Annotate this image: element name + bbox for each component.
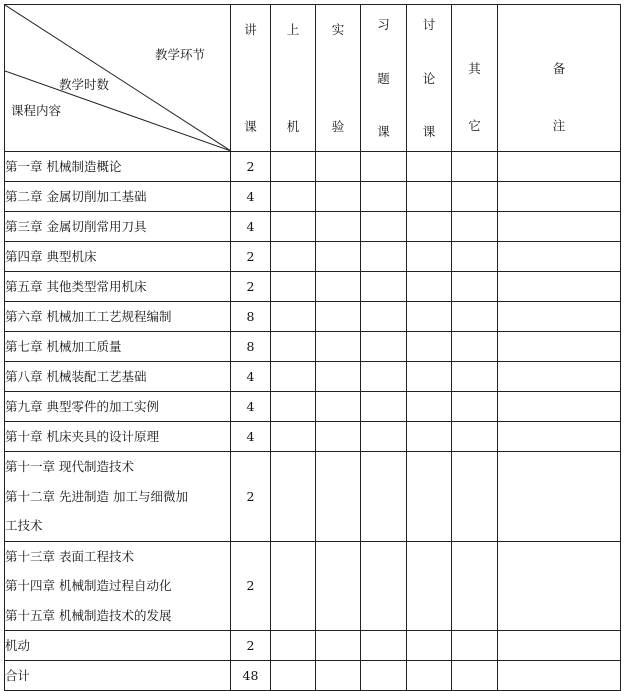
empty-cell: [361, 661, 407, 691]
empty-cell: [407, 362, 452, 392]
empty-cell: [271, 392, 316, 422]
empty-cell: [407, 392, 452, 422]
chapter-line: 第十一章 现代制造技术: [5, 459, 134, 474]
lecture-hours-cell: 2: [231, 541, 271, 631]
chapter-name-cell: 第十章 机床夹具的设计原理: [5, 422, 231, 452]
lecture-hours-cell: 8: [231, 302, 271, 332]
empty-cell: [407, 422, 452, 452]
empty-cell: [316, 422, 361, 452]
diag-label-teaching-hours: 教学时数: [59, 77, 110, 92]
empty-cell: [271, 631, 316, 661]
empty-cell: [407, 541, 452, 631]
col-header-char: 习: [377, 17, 390, 32]
col-header-char: 课: [244, 119, 257, 134]
col-header-char: 注: [552, 118, 566, 133]
empty-cell: [361, 452, 407, 542]
empty-cell: [316, 452, 361, 542]
empty-cell: [316, 242, 361, 272]
table-row: [5, 152, 621, 182]
chapter-name-cell: 第八章 机械装配工艺基础: [5, 362, 231, 392]
lecture-hours-cell: 48: [231, 661, 271, 691]
empty-cell: [452, 272, 498, 302]
empty-cell: [316, 541, 361, 631]
empty-cell: [407, 631, 452, 661]
empty-cell: [452, 242, 498, 272]
table-row: [5, 272, 621, 302]
empty-cell: [407, 332, 452, 362]
col-header-discussion: [407, 5, 452, 152]
empty-cell: [316, 302, 361, 332]
col-header-char: 实: [331, 22, 345, 37]
lecture-hours-cell: 2: [231, 452, 271, 542]
empty-cell: [316, 332, 361, 362]
empty-cell: [271, 332, 316, 362]
col-header-char: 其: [468, 61, 481, 76]
empty-cell: [271, 182, 316, 212]
empty-cell: [498, 152, 621, 182]
table-row: [5, 661, 621, 691]
table-row: [5, 392, 621, 422]
col-header-experiment: [316, 5, 361, 152]
chapter-group-cell: [5, 541, 231, 631]
table-row: [5, 302, 621, 332]
empty-cell: [316, 152, 361, 182]
col-header-lab-computer: [271, 5, 316, 152]
empty-cell: [271, 541, 316, 631]
col-header-char: 验: [331, 119, 345, 134]
empty-cell: [361, 541, 407, 631]
empty-cell: [361, 182, 407, 212]
col-header-char: 上: [286, 22, 300, 37]
empty-cell: [407, 272, 452, 302]
empty-cell: [271, 302, 316, 332]
empty-cell: [407, 452, 452, 542]
chapter-name-cell: 第一章 机械制造概论: [5, 152, 231, 182]
empty-cell: [498, 332, 621, 362]
empty-cell: [452, 212, 498, 242]
table-row: [5, 212, 621, 242]
empty-cell: [271, 661, 316, 691]
col-header-char: 机: [286, 119, 300, 134]
empty-cell: [498, 212, 621, 242]
empty-cell: [452, 332, 498, 362]
table-row: [5, 362, 621, 392]
chapter-name-cell: 第四章 典型机床: [5, 242, 231, 272]
empty-cell: [361, 332, 407, 362]
chapter-name-cell: 机动: [5, 631, 231, 661]
empty-cell: [452, 392, 498, 422]
empty-cell: [271, 212, 316, 242]
chapter-line: 工技术: [5, 518, 43, 533]
empty-cell: [316, 362, 361, 392]
empty-cell: [271, 152, 316, 182]
col-header-remarks: [498, 5, 621, 152]
empty-cell: [452, 302, 498, 332]
empty-cell: [361, 302, 407, 332]
col-header-char: 它: [468, 118, 481, 133]
empty-cell: [316, 272, 361, 302]
empty-cell: [452, 661, 498, 691]
empty-cell: [361, 422, 407, 452]
empty-cell: [361, 242, 407, 272]
col-header-other: [452, 5, 498, 152]
empty-cell: [316, 182, 361, 212]
col-header-lecture: [231, 5, 271, 152]
diagonal-header-cell: [5, 5, 231, 152]
empty-cell: [498, 272, 621, 302]
chapter-name-cell: 第五章 其他类型常用机床: [5, 272, 231, 302]
empty-cell: [271, 422, 316, 452]
empty-cell: [361, 362, 407, 392]
empty-cell: [407, 152, 452, 182]
empty-cell: [316, 392, 361, 422]
empty-cell: [498, 661, 621, 691]
empty-cell: [452, 541, 498, 631]
empty-cell: [271, 452, 316, 542]
empty-cell: [361, 212, 407, 242]
empty-cell: [316, 212, 361, 242]
empty-cell: [498, 182, 621, 212]
table-row: [5, 452, 621, 542]
empty-cell: [316, 661, 361, 691]
empty-cell: [271, 272, 316, 302]
empty-cell: [316, 631, 361, 661]
empty-cell: [407, 212, 452, 242]
empty-cell: [452, 182, 498, 212]
empty-cell: [498, 631, 621, 661]
table-row: [5, 242, 621, 272]
empty-cell: [407, 302, 452, 332]
col-header-char: 备: [552, 61, 566, 76]
chapter-name-cell: 第七章 机械加工质量: [5, 332, 231, 362]
chapter-name-cell: 第六章 机械加工工艺规程编制: [5, 302, 231, 332]
course-hours-table: [4, 4, 621, 691]
lecture-hours-cell: 2: [231, 631, 271, 661]
lecture-hours-cell: 4: [231, 182, 271, 212]
empty-cell: [361, 272, 407, 302]
empty-cell: [361, 631, 407, 661]
empty-cell: [498, 392, 621, 422]
empty-cell: [407, 661, 452, 691]
lecture-hours-cell: 2: [231, 242, 271, 272]
chapter-name-cell: 第三章 金属切削常用刀具: [5, 212, 231, 242]
lecture-hours-cell: 2: [231, 152, 271, 182]
empty-cell: [407, 182, 452, 212]
chapter-name-cell: 第二章 金属切削加工基础: [5, 182, 231, 212]
empty-cell: [407, 242, 452, 272]
chapter-line: 第十四章 机械制造过程自动化: [5, 578, 172, 593]
empty-cell: [452, 452, 498, 542]
empty-cell: [498, 452, 621, 542]
col-header-char: 讲: [244, 22, 257, 37]
empty-cell: [361, 152, 407, 182]
table-row: [5, 631, 621, 661]
table-row: [5, 422, 621, 452]
lecture-hours-cell: 4: [231, 422, 271, 452]
empty-cell: [452, 422, 498, 452]
lecture-hours-cell: 2: [231, 272, 271, 302]
header-row: [5, 5, 621, 152]
chapter-line: 第十二章 先进制造 加工与细微加: [5, 488, 188, 504]
lecture-hours-cell: 4: [231, 362, 271, 392]
col-header-char: 课: [377, 124, 390, 139]
empty-cell: [498, 422, 621, 452]
table-row: [5, 182, 621, 212]
col-header-char: 讨: [422, 17, 436, 32]
diag-label-teaching-link: 教学环节: [155, 47, 206, 62]
lecture-hours-cell: 4: [231, 392, 271, 422]
empty-cell: [452, 631, 498, 661]
chapter-group-cell: [5, 452, 231, 542]
empty-cell: [271, 362, 316, 392]
chapter-name-cell: 合计: [5, 661, 231, 691]
col-header-char: 论: [422, 70, 436, 86]
empty-cell: [361, 392, 407, 422]
empty-cell: [498, 242, 621, 272]
empty-cell: [271, 242, 316, 272]
table-row: [5, 541, 621, 631]
chapter-line: 第十三章 表面工程技术: [5, 548, 134, 564]
empty-cell: [452, 152, 498, 182]
empty-cell: [498, 302, 621, 332]
col-header-char: 课: [422, 124, 436, 139]
lecture-hours-cell: 4: [231, 212, 271, 242]
col-header-exercise: [361, 5, 407, 152]
table-row: [5, 332, 621, 362]
col-header-char: 题: [377, 70, 390, 86]
empty-cell: [452, 362, 498, 392]
diagonal-lines: [5, 5, 230, 151]
empty-cell: [498, 541, 621, 631]
diag-label-course-content: 课程内容: [11, 103, 62, 118]
empty-cell: [498, 362, 621, 392]
chapter-name-cell: 第九章 典型零件的加工实例: [5, 392, 231, 422]
chapter-line: 第十五章 机械制造技术的发展: [5, 607, 172, 623]
lecture-hours-cell: 8: [231, 332, 271, 362]
